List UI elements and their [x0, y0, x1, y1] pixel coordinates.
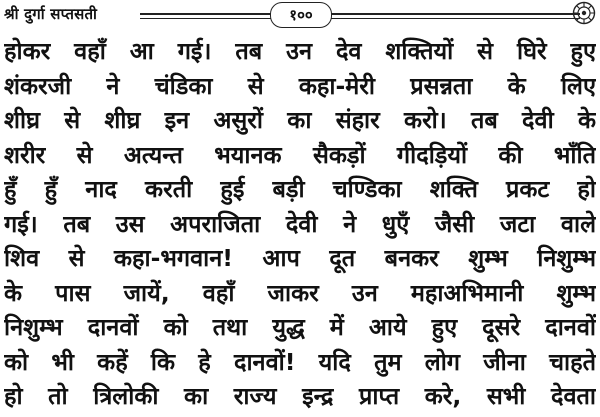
- text-line: शीघ्र से शीघ्र इन असुरों का संहार करो। तब देवी के: [4, 106, 596, 134]
- page-number: १००: [270, 2, 332, 28]
- text-line: होकर वहाँ आ गई। तब उन देव शक्तियों से घिरे हुए: [4, 37, 596, 65]
- text-line: शिव से कहा-भगवान! आप दूत बनकर शुम्भ निशुम्भ: [4, 244, 596, 272]
- body-text: [4, 34, 596, 414]
- text-line: हो तो त्रिलोकी का राज्य इन्द्र प्राप्त करे, सभी देवता: [4, 382, 596, 410]
- header-rule: [140, 13, 580, 15]
- sun-ornament-icon: [572, 1, 596, 25]
- page-header: [0, 0, 600, 30]
- book-title: श्री दुर्गा सप्तसती: [4, 5, 98, 23]
- text-line: के पास जायें, वहाँ जाकर उन महाअभिमानी शुम्भ: [4, 278, 596, 307]
- header-rule-thin: [140, 18, 580, 19]
- text-line: हुँ हुँ नाद करती हुई बड़ी चण्डिका शक्ति प्रकट हो: [4, 175, 596, 203]
- text-line: को भी कहें कि हे दानवों! यदि तुम लोग जीना चाहते: [4, 347, 596, 376]
- text-line: शरीर से अत्यन्त भयानक सैकड़ों गीदड़ियों की भाँति: [4, 140, 596, 169]
- text-line: शंकरजी ने चंडिका से कहा-मेरी प्रसन्नता के लिए: [4, 71, 596, 100]
- text-line: गई। तब उस अपराजिता देवी ने धुएँ जैसी जटा वाले: [4, 209, 596, 238]
- text-line: निशुम्भ दानवों को तथा युद्ध में आये हुए दूसरे दानवों: [4, 313, 596, 341]
